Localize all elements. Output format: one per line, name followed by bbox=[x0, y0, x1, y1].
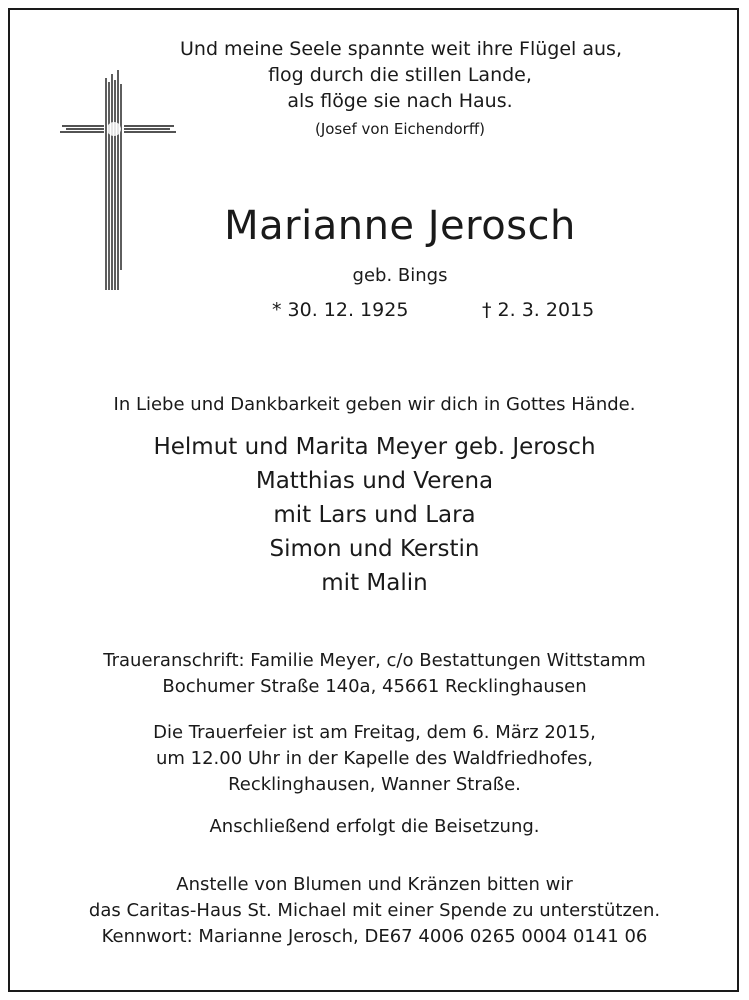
family-line: Matthias und Verena bbox=[255, 468, 494, 494]
donation-line: Anstelle von Blumen und Kränzen bitten wir bbox=[176, 874, 573, 895]
poem-line: Und meine Seele spannte weit ihre Flügel aus, bbox=[180, 38, 622, 60]
donation-info bbox=[0, 872, 749, 950]
poem bbox=[180, 36, 620, 142]
donation-line: das Caritas-Haus St. Michael mit einer Spende zu unterstützen. bbox=[88, 900, 661, 921]
poem-line: flog durch die stillen Lande, bbox=[268, 64, 532, 86]
donation-line: Kennwort: Marianne Jerosch, DE67 4006 0265 0004 0141 06 bbox=[101, 926, 648, 947]
poem-author: (Josef von Eichendorff) bbox=[314, 120, 486, 138]
death-date: † 2. 3. 2015 bbox=[482, 299, 595, 321]
service-line: Recklinghausen, Wanner Straße. bbox=[228, 774, 521, 795]
family-line: Helmut und Marita Meyer geb. Jerosch bbox=[153, 434, 596, 460]
birth-name: geb. Bings bbox=[352, 265, 448, 286]
family-list bbox=[0, 430, 749, 600]
deceased-name: Marianne Jerosch bbox=[224, 203, 576, 249]
family-line: mit Lars und Lara bbox=[273, 502, 476, 528]
mourning-address bbox=[0, 648, 749, 700]
family-line: Simon und Kerstin bbox=[269, 536, 480, 562]
burial-info: Anschließend erfolgt die Beisetzung. bbox=[209, 816, 540, 837]
birth-date: * 30. 12. 1925 bbox=[272, 299, 409, 321]
service-line: um 12.00 Uhr in der Kapelle des Waldfriedhofes, bbox=[155, 748, 594, 769]
intro-text: In Liebe und Dankbarkeit geben wir dich in Gottes Hände. bbox=[113, 394, 636, 415]
family-line: mit Malin bbox=[321, 570, 428, 596]
funeral-service-info bbox=[0, 720, 749, 798]
address-line: Traueranschrift: Familie Meyer, c/o Bestattungen Wittstamm bbox=[103, 650, 646, 671]
poem-line: als flöge sie nach Haus. bbox=[287, 90, 513, 112]
address-line: Bochumer Straße 140a, 45661 Recklinghausen bbox=[162, 676, 587, 697]
cross-icon bbox=[58, 70, 178, 290]
service-line: Die Trauerfeier ist am Freitag, dem 6. März 2015, bbox=[153, 722, 596, 743]
